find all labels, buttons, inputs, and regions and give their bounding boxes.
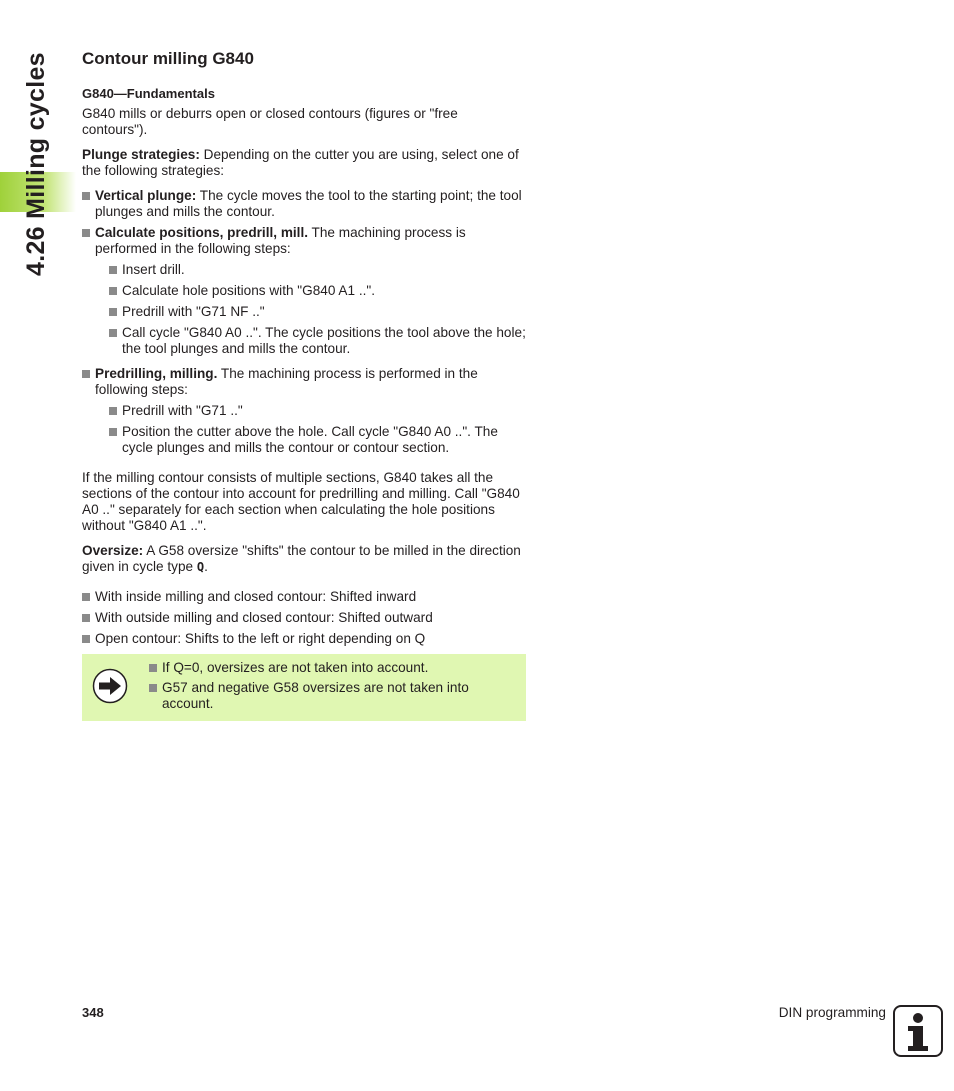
step-item — [109, 262, 526, 278]
bullet-square-icon — [109, 428, 117, 436]
bullet-square-icon — [82, 192, 90, 200]
oversize-item-text: With inside milling and closed contour: Shifted inward — [95, 589, 417, 604]
plunge-text: Depending on the cutter you are using, select one of the following strategies: — [82, 147, 519, 178]
step-text: Predrill with "G71 NF .." — [122, 304, 265, 319]
bullet-square-icon — [149, 684, 157, 692]
oversize-end: . — [204, 559, 208, 574]
oversize-code: Q — [196, 560, 205, 574]
step-text: Call cycle "G840 A0 ..". The cycle positions the tool above the hole; the tool plunges and mills the contour. — [122, 325, 526, 356]
strategy-text: The machining process is performed in the following steps: — [95, 366, 478, 397]
step-list — [95, 403, 526, 456]
note-item — [149, 660, 519, 676]
oversize-list — [82, 589, 526, 647]
main-content — [82, 48, 526, 652]
note-item — [149, 680, 519, 712]
intro-paragraph: G840 mills or deburrs open or closed contours (figures or "free contours"). — [82, 106, 458, 137]
note-item-text: G57 and negative G58 oversizes are not taken into account. — [162, 680, 469, 711]
strategy-item — [82, 225, 526, 357]
oversize-item — [82, 610, 526, 626]
oversize-label: Oversize: — [82, 543, 144, 558]
step-item — [109, 403, 526, 419]
strategy-label: Calculate positions, predrill, mill. — [95, 225, 309, 240]
bullet-square-icon — [109, 329, 117, 337]
plunge-strategies-paragraph — [82, 147, 526, 179]
step-item — [109, 304, 526, 320]
oversize-item-text: With outside milling and closed contour: Shifted outward — [95, 610, 433, 625]
step-item — [109, 424, 526, 456]
step-item — [109, 325, 526, 357]
step-item — [109, 283, 526, 299]
oversize-item-text: Open contour: Shifts to the left or right depending on Q — [95, 631, 426, 646]
note-item-text: If Q=0, oversizes are not taken into account. — [162, 660, 429, 675]
step-list — [95, 262, 526, 357]
strategy-item — [82, 188, 526, 220]
bullet-square-icon — [109, 308, 117, 316]
page-number: 348 — [82, 1005, 104, 1020]
bullet-square-icon — [109, 287, 117, 295]
bullet-square-icon — [109, 407, 117, 415]
bullet-square-icon — [149, 664, 157, 672]
bullet-square-icon — [82, 614, 90, 622]
oversize-item — [82, 631, 526, 647]
section-subheading: G840—Fundamentals — [82, 86, 215, 101]
step-text: Insert drill. — [122, 262, 185, 277]
oversize-text: A G58 oversize "shifts" the contour to be milled in the direction given in cycle type — [82, 543, 521, 574]
note-list — [149, 660, 519, 716]
arrow-right-icon — [92, 668, 128, 704]
page-title: Contour milling G840 — [82, 49, 254, 68]
oversize-paragraph — [82, 543, 526, 575]
info-icon — [893, 1005, 943, 1057]
oversize-item — [82, 589, 526, 605]
plunge-label: Plunge strategies: — [82, 147, 200, 162]
note-box — [82, 654, 526, 721]
bullet-square-icon — [109, 266, 117, 274]
strategy-text: The machining process is performed in the following steps: — [95, 225, 466, 256]
multi-section-paragraph: If the milling contour consists of multiple sections, G840 takes all the sections of the contour into account for predrilling and milling. Call "G840 A0 .." separately for each section when calculating the hole positions without "G840 A1 ..". — [82, 470, 520, 533]
chapter-title-vertical: 4.26 Milling cycles — [22, 52, 50, 276]
bullet-square-icon — [82, 635, 90, 643]
footer-section-title: DIN programming — [778, 1005, 886, 1020]
strategy-label: Vertical plunge: — [95, 188, 197, 203]
step-text: Position the cutter above the hole. Call cycle "G840 A0 ..". The cycle plunges and mills the contour or contour section. — [122, 424, 498, 455]
bullet-square-icon — [82, 229, 90, 237]
step-text: Predrill with "G71 .." — [122, 403, 243, 418]
chapter-side-tab — [0, 0, 76, 1091]
strategy-label: Predrilling, milling. — [95, 366, 218, 381]
bullet-square-icon — [82, 593, 90, 601]
step-text: Calculate hole positions with "G840 A1 ..". — [122, 283, 375, 298]
strategy-text: The cycle moves the tool to the starting point; the tool plunges and mills the contour. — [95, 188, 522, 219]
strategy-item — [82, 366, 526, 456]
bullet-square-icon — [82, 370, 90, 378]
strategy-list — [82, 188, 526, 456]
